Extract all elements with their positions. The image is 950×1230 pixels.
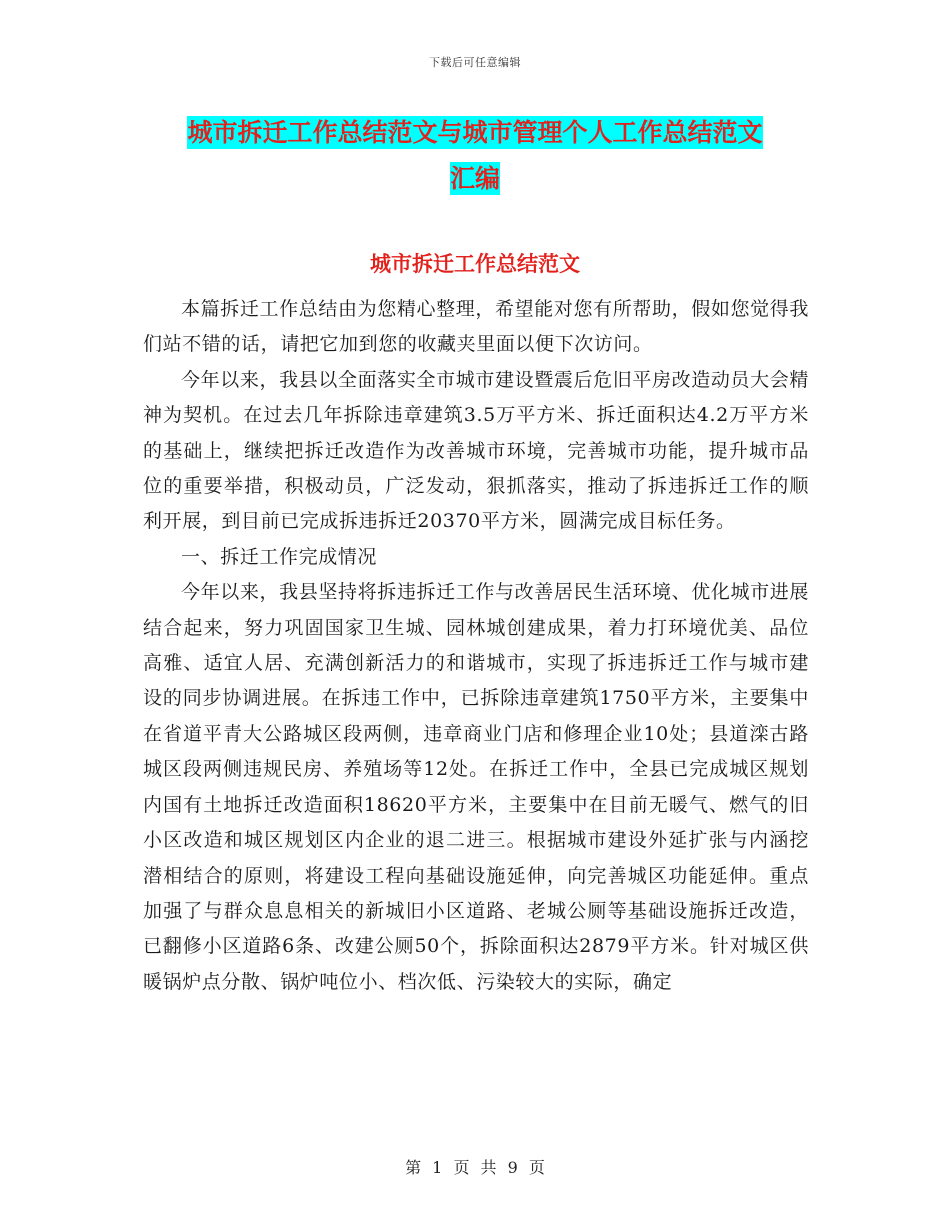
document-title (140, 110, 810, 202)
paragraph-intro: 本篇拆迁工作总结由为您精心整理，希望能对您有所帮助，假如您觉得我们站不错的话，请把它加到您的收藏夹里面以便下次访问。 (143, 298, 809, 356)
paragraph-overview: 今年以来，我县以全面落实全市城市建设暨震后危旧平房改造动员大会精神为契机。在过去几年拆除违章建筑3.5万平方米、拆迁面积达4.2万平方米的基础上，继续把拆迁改造作为改善城市环境，完善城市功能，提升城市品位的重要举措，积极动员，广泛发动，狠抓落实，推动了拆违拆迁工作的顺利开展，到目前已完成拆违拆迁20370平方米，圆满完成目标任务。 (143, 368, 809, 533)
document-title-line-1: 城市拆迁工作总结范文与城市管理个人工作总结范文 (187, 118, 763, 147)
document-title-line-2: 汇编 (449, 164, 500, 193)
document-body (143, 292, 809, 1000)
header-note: 下载后可任意编辑 (429, 56, 521, 69)
paragraph-details: 今年以来，我县坚持将拆违拆迁工作与改善居民生活环境、优化城市进展结合起来，努力巩固国家卫生城、园林城创建成果，着力打环境优美、品位高雅、适宜人居、充满创新活力的和谐城市，实现了拆违拆迁工作与城市建设的同步协调进展。在拆违工作中，已拆除违章建筑1750平方米，主要集中在省道平青大公路城区段两侧，违章商业门店和修理企业10处；县道滦古路城区段两侧违规民房、养殖场等12处。在拆迁工作中，全县已完成城区规划内国有土地拆迁改造面积18620平方米，主要集中在目前无暖气、燃气的旧小区改造和城区规划区内企业的退二进三。根据城市建设外延扩张与内涵挖潜相结合的原则，将建设工程向基础设施延伸，向完善城区功能延伸。重点加强了与群众息息相关的新城旧小区道路、老城公厕等基础设施拆迁改造，已翻修小区道路6条、改建公厕50个，拆除面积达2879平方米。针对城区供暖锅炉点分散、锅炉吨位小、档次低、污染较大的实际，确定 (143, 581, 809, 993)
section-title: 城市拆迁工作总结范文 (370, 252, 580, 276)
page-number-footer: 第 1 页 共 9 页 (405, 1158, 545, 1177)
subheading-completion-status: 一、拆迁工作完成情况 (181, 545, 378, 568)
